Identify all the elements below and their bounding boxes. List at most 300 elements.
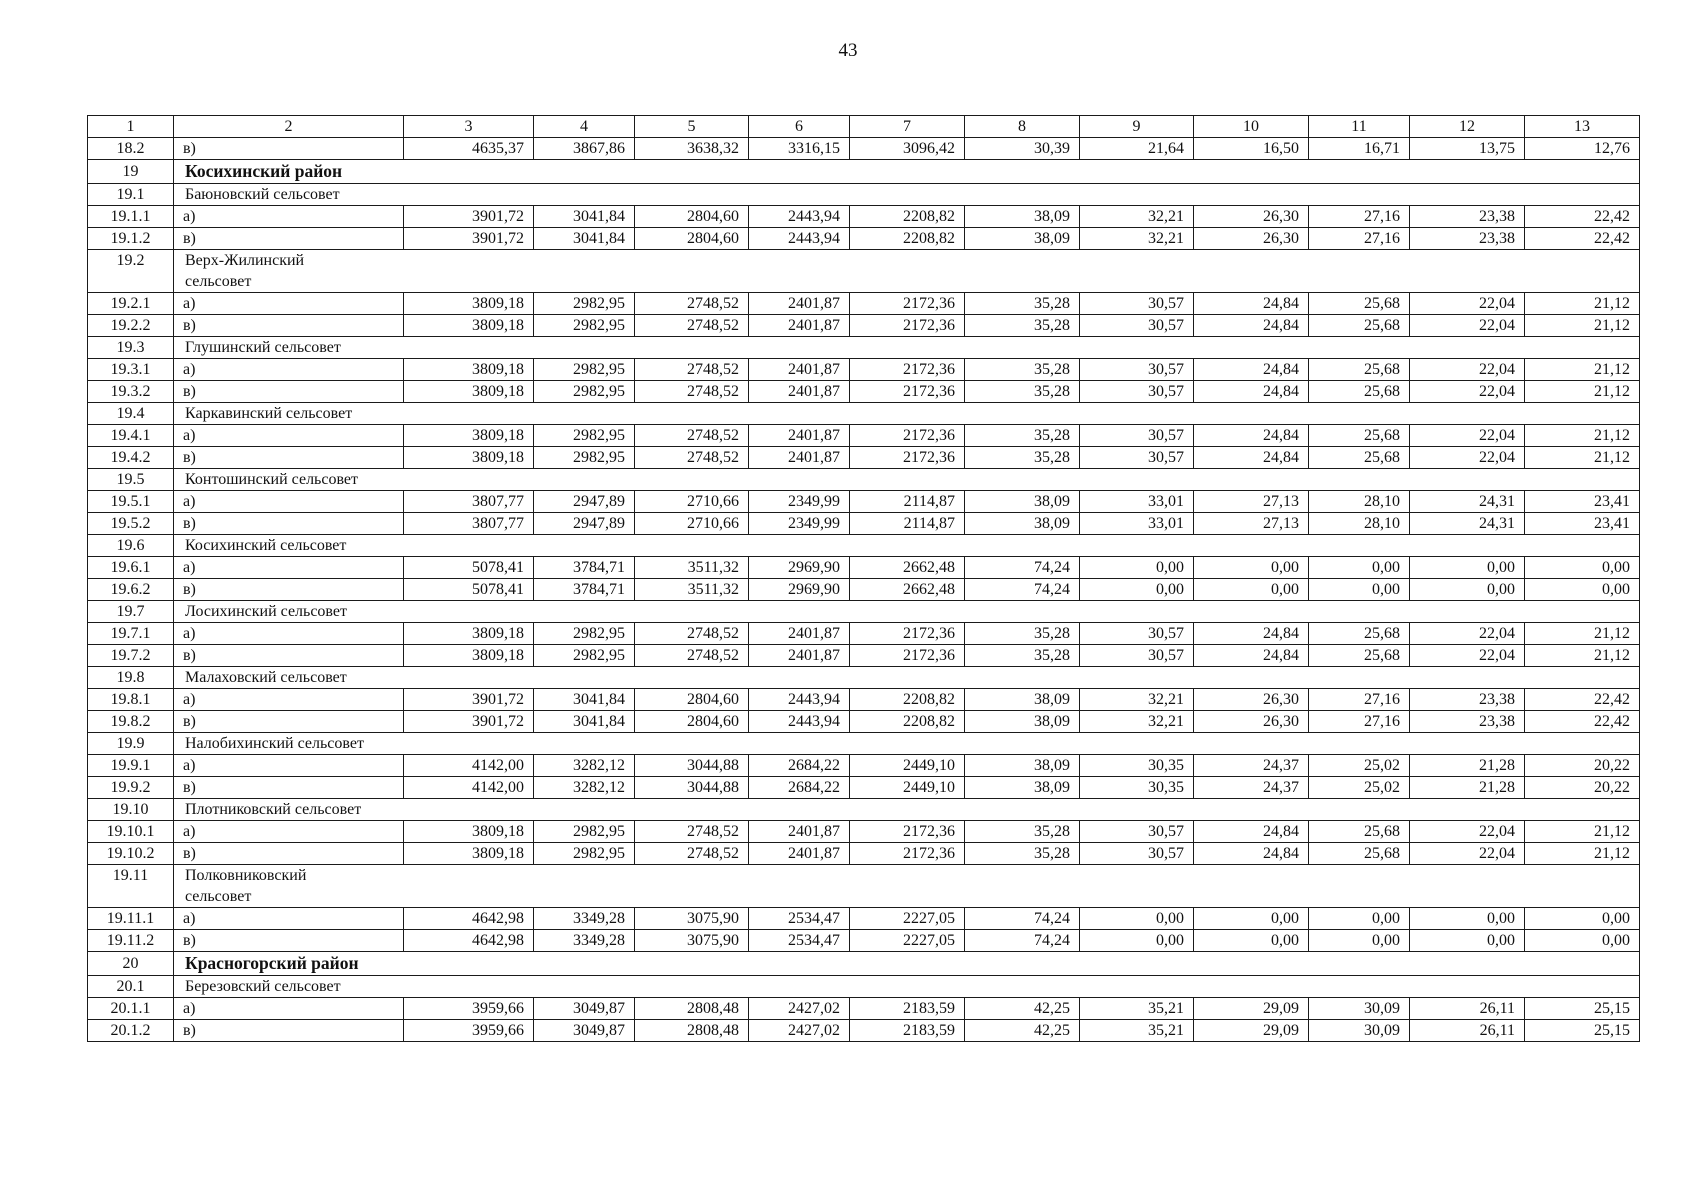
table-cell: 26,30	[1194, 228, 1309, 250]
table-cell: 0,00	[1309, 930, 1410, 952]
table-cell: 21,12	[1525, 623, 1640, 645]
table-cell: 2684,22	[749, 777, 850, 799]
table-cell: 2401,87	[749, 425, 850, 447]
table-cell: 25,15	[1525, 998, 1640, 1020]
table-cell: 2427,02	[749, 998, 850, 1020]
table-cell: 2172,36	[850, 359, 965, 381]
row-number: 20.1.1	[88, 998, 174, 1020]
table-cell: 2172,36	[850, 293, 965, 315]
table-row	[88, 645, 1640, 667]
table-row	[88, 228, 1640, 250]
table-cell: 0,00	[1194, 579, 1309, 601]
table-cell: 22,04	[1410, 645, 1525, 667]
row-number: 19.7	[88, 601, 174, 623]
table-cell: 2808,48	[635, 998, 749, 1020]
table-cell: 30,57	[1080, 315, 1194, 337]
table-cell: 30,09	[1309, 1020, 1410, 1042]
column-number-row	[88, 116, 1640, 138]
table-cell: 2947,89	[534, 513, 635, 535]
table-cell: 2172,36	[850, 425, 965, 447]
table-cell: 3809,18	[404, 447, 534, 469]
table-cell: 2114,87	[850, 513, 965, 535]
table-cell: 30,57	[1080, 359, 1194, 381]
table-cell: 30,57	[1080, 425, 1194, 447]
table-cell: 3809,18	[404, 821, 534, 843]
column-header: 8	[965, 116, 1080, 138]
table-cell: 21,12	[1525, 645, 1640, 667]
row-label: а)	[174, 998, 404, 1020]
table-cell: 2947,89	[534, 491, 635, 513]
table-cell: 42,25	[965, 1020, 1080, 1042]
table-cell: 35,21	[1080, 1020, 1194, 1042]
table-row	[88, 998, 1640, 1020]
table-cell: 4642,98	[404, 930, 534, 952]
column-header: 7	[850, 116, 965, 138]
table-cell: 3867,86	[534, 138, 635, 160]
column-header: 11	[1309, 116, 1410, 138]
section-row	[88, 799, 1640, 821]
table-row	[88, 755, 1640, 777]
table-cell: 21,12	[1525, 843, 1640, 865]
table-cell: 27,16	[1309, 228, 1410, 250]
district-title: Красногорский район	[174, 952, 1640, 976]
table-cell: 25,15	[1525, 1020, 1640, 1042]
table-cell: 2172,36	[850, 623, 965, 645]
column-header: 6	[749, 116, 850, 138]
table-cell: 2748,52	[635, 425, 749, 447]
table-cell: 24,84	[1194, 293, 1309, 315]
table-cell: 25,68	[1309, 447, 1410, 469]
row-number: 19.5.2	[88, 513, 174, 535]
table-cell: 0,00	[1194, 930, 1309, 952]
district-title: Косихинский район	[174, 160, 1640, 184]
table-cell: 0,00	[1194, 557, 1309, 579]
table-row	[88, 557, 1640, 579]
table-cell: 0,00	[1309, 579, 1410, 601]
row-number: 19.4.2	[88, 447, 174, 469]
table-row	[88, 579, 1640, 601]
table-cell: 5078,41	[404, 579, 534, 601]
table-cell: 3349,28	[534, 930, 635, 952]
table-cell: 24,37	[1194, 777, 1309, 799]
table-cell: 25,02	[1309, 777, 1410, 799]
row-number: 19.9	[88, 733, 174, 755]
table-cell: 30,57	[1080, 293, 1194, 315]
table-cell: 0,00	[1410, 908, 1525, 930]
table-cell: 35,28	[965, 447, 1080, 469]
table-cell: 3041,84	[534, 228, 635, 250]
row-number: 18.2	[88, 138, 174, 160]
row-label: в)	[174, 930, 404, 952]
table-cell: 3809,18	[404, 623, 534, 645]
table-cell: 2208,82	[850, 689, 965, 711]
table-cell: 5078,41	[404, 557, 534, 579]
table-cell: 2401,87	[749, 293, 850, 315]
table-cell: 2982,95	[534, 623, 635, 645]
table-cell: 2208,82	[850, 228, 965, 250]
table-cell: 30,57	[1080, 843, 1194, 865]
row-number: 19.5	[88, 469, 174, 491]
table-cell: 2349,99	[749, 491, 850, 513]
row-number: 20.1	[88, 976, 174, 998]
table-cell: 35,28	[965, 293, 1080, 315]
table-cell: 2662,48	[850, 579, 965, 601]
table-cell: 2982,95	[534, 645, 635, 667]
row-number: 19.5.1	[88, 491, 174, 513]
table-cell: 35,28	[965, 623, 1080, 645]
row-number: 19.9.2	[88, 777, 174, 799]
table-cell: 74,24	[965, 557, 1080, 579]
table-cell: 2172,36	[850, 843, 965, 865]
table-cell: 35,28	[965, 645, 1080, 667]
table-cell: 28,10	[1309, 513, 1410, 535]
row-label: а)	[174, 623, 404, 645]
table-cell: 3041,84	[534, 711, 635, 733]
table-cell: 2172,36	[850, 381, 965, 403]
table-cell: 21,12	[1525, 425, 1640, 447]
table-cell: 0,00	[1080, 930, 1194, 952]
table-cell: 3044,88	[635, 777, 749, 799]
section-title	[174, 865, 1640, 908]
row-number: 19.6.2	[88, 579, 174, 601]
column-header: 13	[1525, 116, 1640, 138]
table-cell: 35,28	[965, 381, 1080, 403]
row-label: в)	[174, 228, 404, 250]
table-cell: 0,00	[1410, 557, 1525, 579]
table-cell: 38,09	[965, 711, 1080, 733]
row-number: 19.3.1	[88, 359, 174, 381]
table-cell: 0,00	[1080, 557, 1194, 579]
table-cell: 30,57	[1080, 821, 1194, 843]
table-row	[88, 447, 1640, 469]
table-cell: 24,37	[1194, 755, 1309, 777]
table-cell: 27,16	[1309, 689, 1410, 711]
table-cell: 2443,94	[749, 711, 850, 733]
column-header: 1	[88, 116, 174, 138]
table-cell: 25,68	[1309, 359, 1410, 381]
row-label: а)	[174, 293, 404, 315]
table-cell: 27,13	[1194, 513, 1309, 535]
section-row	[88, 865, 1640, 908]
table-cell: 22,42	[1525, 711, 1640, 733]
table-cell: 2982,95	[534, 821, 635, 843]
row-label: а)	[174, 821, 404, 843]
section-row	[88, 403, 1640, 425]
table-cell: 2449,10	[850, 777, 965, 799]
table-cell: 2748,52	[635, 359, 749, 381]
row-label: а)	[174, 491, 404, 513]
row-number: 19.11	[88, 865, 174, 908]
table-row	[88, 513, 1640, 535]
table-cell: 2748,52	[635, 381, 749, 403]
table-cell: 30,57	[1080, 645, 1194, 667]
row-number: 19.4.1	[88, 425, 174, 447]
table-row	[88, 711, 1640, 733]
table-cell: 3316,15	[749, 138, 850, 160]
table-cell: 22,04	[1410, 381, 1525, 403]
section-title: Контошинский сельсовет	[174, 469, 1640, 491]
table-cell: 38,09	[965, 689, 1080, 711]
table-cell: 30,57	[1080, 381, 1194, 403]
table-cell: 2804,60	[635, 206, 749, 228]
table-cell: 24,31	[1410, 491, 1525, 513]
table-cell: 2804,60	[635, 689, 749, 711]
section-row	[88, 601, 1640, 623]
table-cell: 23,41	[1525, 491, 1640, 513]
table-cell: 21,12	[1525, 821, 1640, 843]
table-cell: 25,68	[1309, 623, 1410, 645]
section-title: Глушинский сельсовет	[174, 337, 1640, 359]
table-cell: 22,04	[1410, 359, 1525, 381]
row-number: 19.10.2	[88, 843, 174, 865]
table-cell: 0,00	[1525, 930, 1640, 952]
row-number: 20.1.2	[88, 1020, 174, 1042]
table-cell: 30,57	[1080, 623, 1194, 645]
row-number: 19.11.1	[88, 908, 174, 930]
table-cell: 3096,42	[850, 138, 965, 160]
table-cell: 3282,12	[534, 755, 635, 777]
table-cell: 3809,18	[404, 645, 534, 667]
table-cell: 22,04	[1410, 623, 1525, 645]
row-number: 19.8.1	[88, 689, 174, 711]
row-number: 19.8.2	[88, 711, 174, 733]
row-number: 19.9.1	[88, 755, 174, 777]
table-cell: 3511,32	[635, 557, 749, 579]
table-cell: 2804,60	[635, 228, 749, 250]
table-cell: 20,22	[1525, 777, 1640, 799]
table-cell: 13,75	[1410, 138, 1525, 160]
row-number: 19.10.1	[88, 821, 174, 843]
table-cell: 3049,87	[534, 1020, 635, 1042]
table-cell: 3901,72	[404, 206, 534, 228]
table-cell: 4635,37	[404, 138, 534, 160]
section-title-text: Верх-Жилинский сельсовет	[185, 252, 305, 290]
table-cell: 25,68	[1309, 645, 1410, 667]
table-cell: 2748,52	[635, 843, 749, 865]
table-cell: 22,42	[1525, 228, 1640, 250]
table-cell: 3511,32	[635, 579, 749, 601]
row-number: 19.7.1	[88, 623, 174, 645]
section-row	[88, 469, 1640, 491]
table-row	[88, 359, 1640, 381]
table-cell: 3784,71	[534, 557, 635, 579]
table-cell: 22,04	[1410, 293, 1525, 315]
row-number: 19.2.1	[88, 293, 174, 315]
table-cell: 2808,48	[635, 1020, 749, 1042]
table-cell: 26,30	[1194, 206, 1309, 228]
table-cell: 23,38	[1410, 689, 1525, 711]
table-cell: 4642,98	[404, 908, 534, 930]
table-cell: 3784,71	[534, 579, 635, 601]
table-cell: 2748,52	[635, 623, 749, 645]
table-cell: 23,38	[1410, 228, 1525, 250]
table-cell: 2684,22	[749, 755, 850, 777]
table-cell: 25,68	[1309, 843, 1410, 865]
section-title-text: Полковниковский сельсовет	[185, 867, 307, 905]
table-cell: 30,35	[1080, 755, 1194, 777]
table-row	[88, 689, 1640, 711]
table-cell: 2748,52	[635, 821, 749, 843]
row-label: в)	[174, 777, 404, 799]
table-row	[88, 1020, 1640, 1042]
row-number: 19.8	[88, 667, 174, 689]
table-cell: 2982,95	[534, 447, 635, 469]
table-cell: 24,84	[1194, 843, 1309, 865]
table-cell: 38,09	[965, 777, 1080, 799]
table-cell: 30,39	[965, 138, 1080, 160]
section-title: Баюновский сельсовет	[174, 184, 1640, 206]
table-cell: 35,28	[965, 843, 1080, 865]
table-row	[88, 930, 1640, 952]
table-cell: 2982,95	[534, 293, 635, 315]
table-cell: 22,04	[1410, 843, 1525, 865]
table-cell: 26,11	[1410, 998, 1525, 1020]
table-cell: 24,84	[1194, 447, 1309, 469]
district-row	[88, 952, 1640, 976]
row-label: а)	[174, 689, 404, 711]
row-label: в)	[174, 711, 404, 733]
table-cell: 2208,82	[850, 711, 965, 733]
row-label: в)	[174, 447, 404, 469]
table-cell: 2172,36	[850, 447, 965, 469]
row-number: 19.7.2	[88, 645, 174, 667]
table-cell: 22,42	[1525, 206, 1640, 228]
section-title: Плотниковский сельсовет	[174, 799, 1640, 821]
section-row	[88, 337, 1640, 359]
row-label: а)	[174, 359, 404, 381]
row-label: а)	[174, 206, 404, 228]
table-cell: 32,21	[1080, 689, 1194, 711]
table-cell: 3807,77	[404, 513, 534, 535]
table-body	[88, 116, 1640, 1042]
table-cell: 2172,36	[850, 645, 965, 667]
table-cell: 2208,82	[850, 206, 965, 228]
row-label: а)	[174, 755, 404, 777]
table-row	[88, 138, 1640, 160]
table-cell: 4142,00	[404, 777, 534, 799]
table-row	[88, 623, 1640, 645]
table-cell: 21,28	[1410, 755, 1525, 777]
table-cell: 26,30	[1194, 711, 1309, 733]
table-cell: 29,09	[1194, 1020, 1309, 1042]
table-cell: 2401,87	[749, 315, 850, 337]
section-title: Налобихинский сельсовет	[174, 733, 1640, 755]
table-cell: 26,30	[1194, 689, 1309, 711]
row-label: а)	[174, 425, 404, 447]
table-cell: 30,09	[1309, 998, 1410, 1020]
table-cell: 3901,72	[404, 711, 534, 733]
table-cell: 3041,84	[534, 689, 635, 711]
row-label: а)	[174, 557, 404, 579]
table-cell: 2969,90	[749, 579, 850, 601]
table-cell: 3901,72	[404, 689, 534, 711]
table-cell: 2401,87	[749, 821, 850, 843]
table-cell: 30,35	[1080, 777, 1194, 799]
table-cell: 2427,02	[749, 1020, 850, 1042]
table-cell: 3809,18	[404, 425, 534, 447]
table-cell: 22,04	[1410, 315, 1525, 337]
table-cell: 3901,72	[404, 228, 534, 250]
row-number: 19.1.2	[88, 228, 174, 250]
column-header: 12	[1410, 116, 1525, 138]
row-label: а)	[174, 908, 404, 930]
row-label: в)	[174, 843, 404, 865]
table-cell: 2114,87	[850, 491, 965, 513]
table-cell: 2183,59	[850, 1020, 965, 1042]
table-cell: 0,00	[1525, 908, 1640, 930]
table-cell: 3075,90	[635, 930, 749, 952]
column-header: 9	[1080, 116, 1194, 138]
table-row	[88, 381, 1640, 403]
table-cell: 2443,94	[749, 206, 850, 228]
table-cell: 2172,36	[850, 821, 965, 843]
table-cell: 21,64	[1080, 138, 1194, 160]
column-header: 4	[534, 116, 635, 138]
table-cell: 23,38	[1410, 711, 1525, 733]
table-cell: 2401,87	[749, 843, 850, 865]
table-cell: 32,21	[1080, 228, 1194, 250]
table-cell: 3959,66	[404, 998, 534, 1020]
table-cell: 25,68	[1309, 315, 1410, 337]
table-cell: 74,24	[965, 930, 1080, 952]
table-cell: 2401,87	[749, 447, 850, 469]
table-cell: 4142,00	[404, 755, 534, 777]
section-title	[174, 250, 1640, 293]
row-number: 19.10	[88, 799, 174, 821]
table-cell: 3809,18	[404, 293, 534, 315]
table-cell: 2227,05	[850, 908, 965, 930]
table-cell: 3049,87	[534, 998, 635, 1020]
section-row	[88, 535, 1640, 557]
section-row	[88, 667, 1640, 689]
table-cell: 24,84	[1194, 359, 1309, 381]
table-cell: 2982,95	[534, 359, 635, 381]
table-cell: 25,02	[1309, 755, 1410, 777]
table-cell: 21,28	[1410, 777, 1525, 799]
table-row	[88, 843, 1640, 865]
table-cell: 3041,84	[534, 206, 635, 228]
table-cell: 3349,28	[534, 908, 635, 930]
section-row	[88, 184, 1640, 206]
table-cell: 25,68	[1309, 821, 1410, 843]
table-cell: 33,01	[1080, 491, 1194, 513]
table-cell: 12,76	[1525, 138, 1640, 160]
table-cell: 0,00	[1194, 908, 1309, 930]
table-cell: 29,09	[1194, 998, 1309, 1020]
table-cell: 2401,87	[749, 359, 850, 381]
table-cell: 16,50	[1194, 138, 1309, 160]
table-cell: 2748,52	[635, 315, 749, 337]
table-cell: 22,42	[1525, 689, 1640, 711]
table-cell: 2748,52	[635, 447, 749, 469]
row-label: в)	[174, 381, 404, 403]
section-row	[88, 733, 1640, 755]
row-label: в)	[174, 579, 404, 601]
table-cell: 32,21	[1080, 206, 1194, 228]
table-cell: 2748,52	[635, 293, 749, 315]
table-cell: 27,16	[1309, 206, 1410, 228]
table-cell: 3807,77	[404, 491, 534, 513]
table-cell: 23,38	[1410, 206, 1525, 228]
row-label: в)	[174, 1020, 404, 1042]
table-cell: 20,22	[1525, 755, 1640, 777]
table-cell: 30,57	[1080, 447, 1194, 469]
table-cell: 2748,52	[635, 645, 749, 667]
row-number: 19.6.1	[88, 557, 174, 579]
table-cell: 22,04	[1410, 821, 1525, 843]
table-cell: 35,28	[965, 315, 1080, 337]
table-cell: 23,41	[1525, 513, 1640, 535]
